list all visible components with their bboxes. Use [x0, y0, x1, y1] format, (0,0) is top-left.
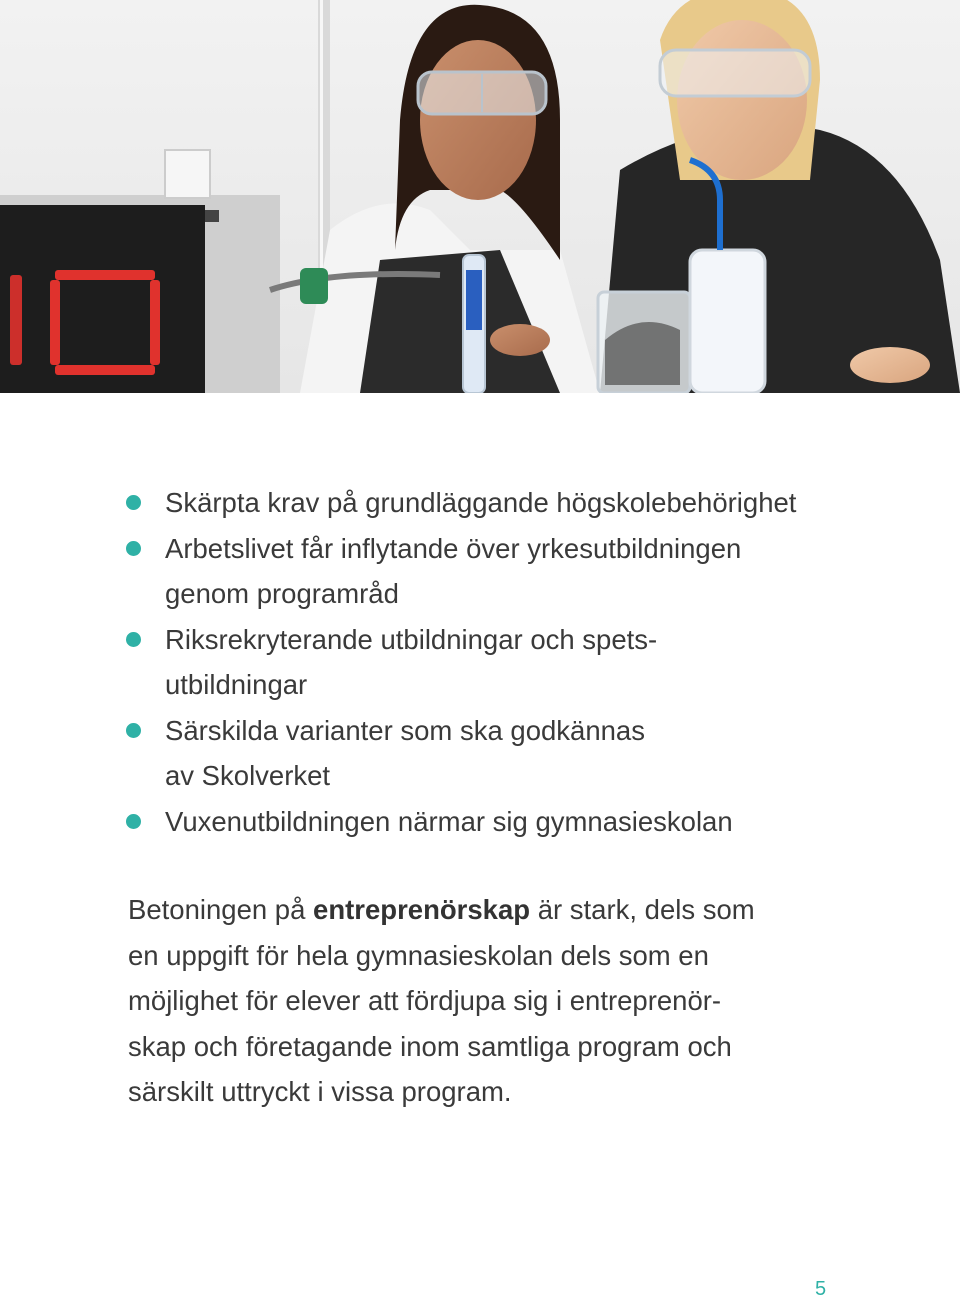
bullet-dot-icon	[126, 632, 141, 647]
bullet-line: Vuxenutbildningen närmar sig gymnasieskolan	[165, 805, 733, 837]
bullet-item	[126, 799, 886, 845]
lab-photo-illustration	[0, 0, 960, 393]
paragraph-text: Betoningen på	[128, 894, 314, 925]
bullet-line: utbildningar	[165, 669, 308, 700]
bullet-item	[126, 617, 886, 708]
bullet-item	[126, 480, 886, 526]
bullet-dot-icon	[126, 495, 141, 510]
paragraph-line: skap och företagande inom samtliga program och	[128, 1030, 732, 1062]
bullet-dot-icon	[126, 723, 141, 738]
paragraph-line: en uppgift för hela gymnasieskolan dels som en	[128, 939, 709, 971]
lab-photo	[0, 0, 960, 393]
bullet-line: Riksrekryterande utbildningar och spets-	[165, 623, 658, 655]
page-number: 5	[815, 1278, 827, 1300]
bullet-line: Arbetslivet får inflytande över yrkesutbildningen	[165, 532, 742, 564]
paragraph-line: möjlighet för elever att fördjupa sig i entreprenör-	[128, 985, 722, 1016]
bullet-line: Skärpta krav på grundläggande högskolebehörighet	[165, 487, 797, 518]
paragraph-line	[128, 887, 848, 933]
bullet-item	[126, 708, 886, 799]
bullet-dot-icon	[126, 814, 141, 829]
bullet-item	[126, 526, 886, 617]
bullet-line: Särskilda varianter som ska godkännas	[165, 714, 645, 746]
bullet-dot-icon	[126, 541, 141, 556]
paragraph-text: är stark, dels som	[530, 894, 755, 925]
bullet-line: genom programråd	[165, 578, 399, 609]
body-paragraph	[128, 887, 848, 1115]
paragraph-line: särskilt uttryckt i vissa program.	[128, 1076, 512, 1107]
bullet-list	[126, 480, 886, 844]
bullet-line: av Skolverket	[165, 760, 331, 791]
emphasis-entreprenorskap: entreprenörskap	[313, 894, 531, 925]
